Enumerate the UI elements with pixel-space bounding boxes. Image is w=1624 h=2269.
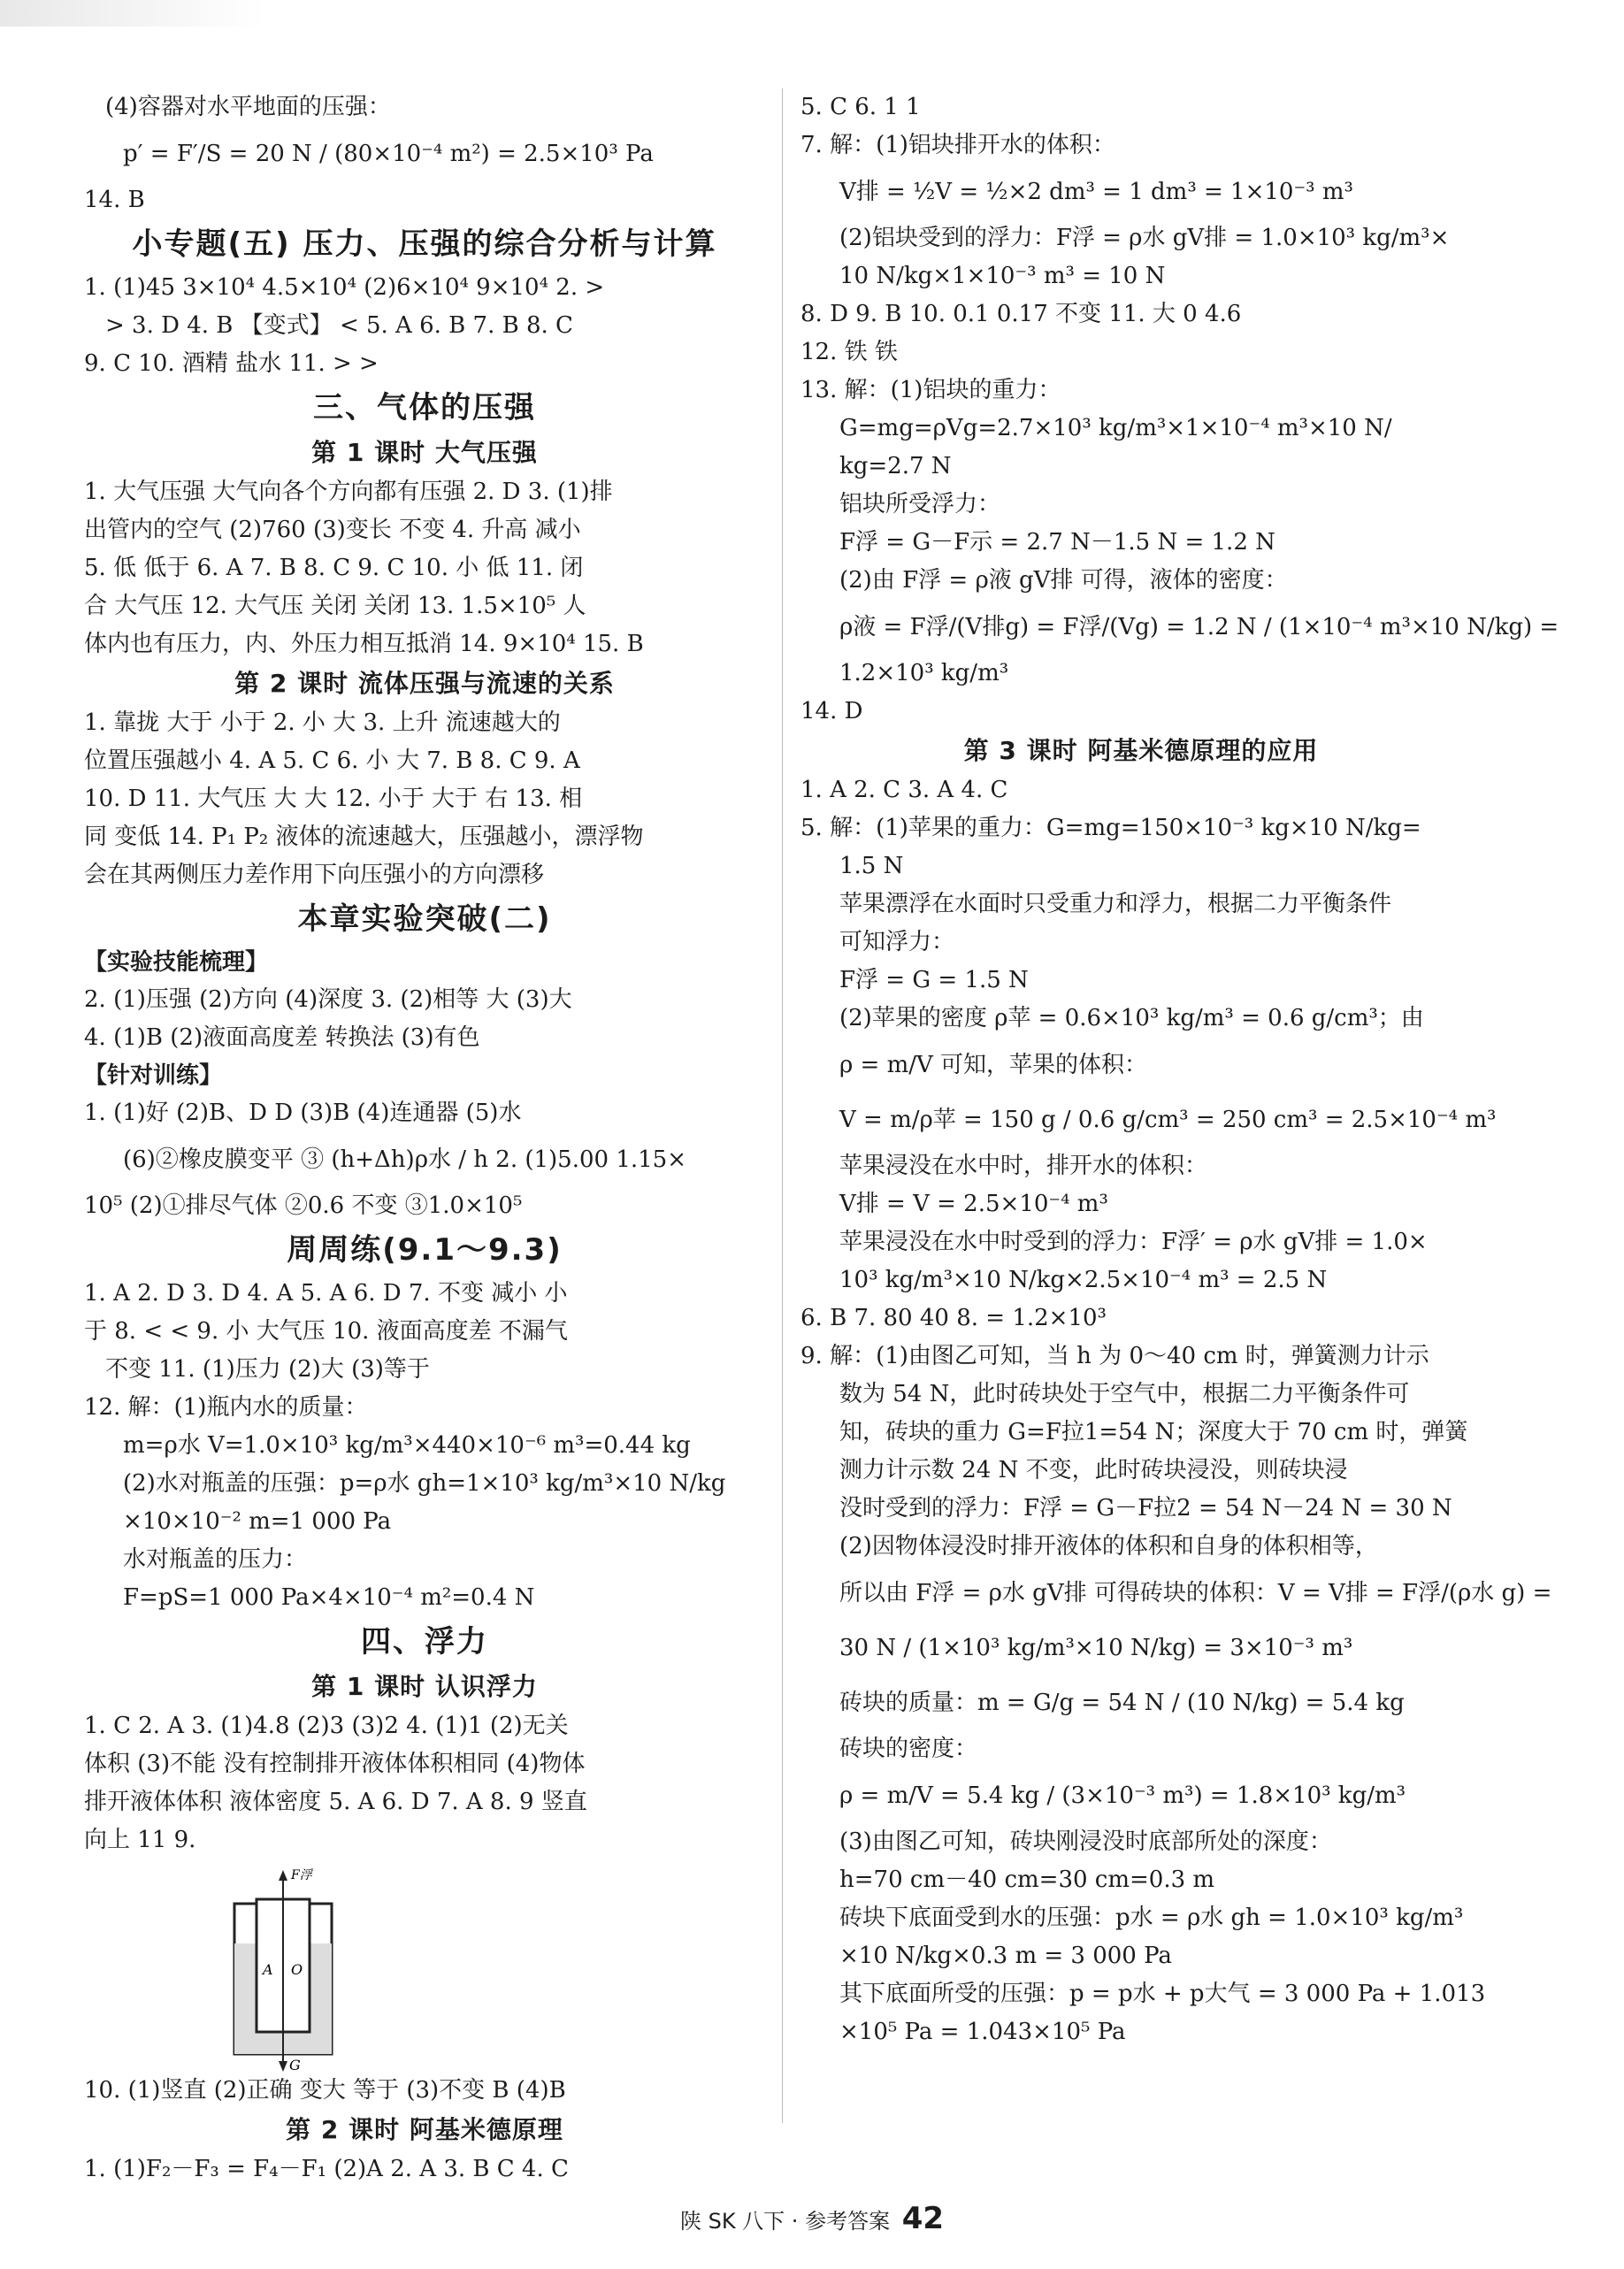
left-sub-39: 第 1 课时 认识浮力 (311, 1672, 538, 1701)
left-line-30: 于 8. < < 9. 小 大气压 10. 液面高度差 不漏气 (84, 1318, 568, 1345)
label-gravity: G (289, 2057, 301, 2072)
right-formula-2: V排 = ½V = ½×2 dm³ = 1 dm³ = 1×10⁻³ m³ (839, 179, 1353, 205)
right-line-5: 8. D 9. B 10. 0.1 0.17 不变 11. 大 0 4.6 (801, 301, 1242, 327)
right-line-20: 苹果漂浮在水面时只受重力和浮力，根据二力平衡条件 (839, 891, 1392, 917)
left-line-5: > 3. D 4. B 【变式】 < 5. A 6. B 7. B 8. C (105, 312, 573, 339)
right-line-9: kg=2.7 N (839, 453, 952, 479)
left-heading-20: 本章实验突破(二) (297, 901, 552, 937)
left-formula-26: (6)②橡皮膜变平 ③ (h+Δh)ρ水 / h 2. (1)5.00 1.15× (123, 1146, 687, 1173)
left-line-41: 体积 (3)不能 没有控制排开液体体积相同 (4)物体 (84, 1751, 586, 1777)
right-line-35: 没时受到的浮力：F浮 = G－F拉2 = 54 N－24 N = 30 N (839, 1495, 1452, 1522)
right-line-32: 数为 54 N，此时砖块处于空气中，根据二力平衡条件可 (839, 1381, 1410, 1407)
right-line-1: 7. 解：(1)铝块排开水的体积： (801, 132, 1115, 158)
left-heading-3: 小专题(五) 压力、压强的综合分析与计算 (132, 226, 717, 262)
left-line-45: 10. (1)竖直 (2)正确 变大 等于 (3)不变 B (4)B (84, 2077, 566, 2104)
left-line-42: 排开液体体积 液体密度 5. A 6. D 7. A 8. 9 竖直 (84, 1789, 587, 1815)
right-line-34: 测力计示数 24 N 不变，此时砖块浸没，则砖块浸 (839, 1457, 1348, 1483)
right-line-7: 13. 解：(1)铝块的重力： (801, 377, 1061, 403)
right-formula-25: V = m/ρ苹 = 150 g / 0.6 g/cm³ = 250 cm³ = 2.5×10⁻⁴ m³ (839, 1107, 1497, 1133)
left-sub-8: 第 1 课时 大气压强 (311, 438, 538, 467)
right-formula-38: 30 N / (1×10³ kg/m³×10 N/kg) = 3×10⁻³ m³ (839, 1635, 1353, 1661)
page-number: 42 (901, 2201, 945, 2236)
label-o: O (291, 1961, 303, 1978)
right-line-30: 6. B 7. 80 40 8. = 1.2×10³ (801, 1305, 1107, 1331)
left-heading-7: 三、气体的压强 (313, 390, 536, 425)
left-line-9: 1. 大气压强 大气向各个方向都有压强 2. D 3. (1)排 (84, 479, 613, 505)
right-line-44: 砖块下底面受到水的压强：p水 = ρ水 gh = 1.0×10³ kg/m³ (839, 1905, 1464, 1931)
right-line-36: (2)因物体浸没时排开液体的体积和自身的体积相等， (839, 1533, 1378, 1560)
right-line-29: 10³ kg/m³×10 N/kg×2.5×10⁻⁴ m³ = 2.5 N (839, 1267, 1328, 1293)
scan-edge (0, 0, 265, 27)
right-line-14: 1.2×10³ kg/m³ (839, 660, 1009, 686)
left-line-31: 不变 11. (1)压力 (2)大 (3)等于 (105, 1356, 430, 1383)
left-line-11: 5. 低 低于 6. A 7. B 8. C 9. C 10. 小 低 11. 闭 (84, 555, 584, 581)
page-footer (0, 2201, 1624, 2236)
left-line-23: 4. (1)B (2)液面高度差 转换法 (3)有色 (84, 1024, 480, 1051)
right-line-17: 1. A 2. C 3. A 4. C (801, 777, 1008, 803)
left-heading-38: 四、浮力 (361, 1624, 488, 1660)
right-line-33: 知，砖块的重力 G=F拉1=54 N；深度大于 70 cm 时，弹簧 (839, 1419, 1468, 1445)
left-line-36: 水对瓶盖的压力： (123, 1546, 308, 1573)
right-line-0: 5. C 6. 1 1 (801, 94, 921, 120)
cylinder-force-diagram (217, 1859, 358, 2072)
left-sub-14: 第 2 课时 流体压强与流速的关系 (234, 669, 615, 698)
left-formula-1: p′ = F′/S = 20 N / (80×10⁻⁴ m²) = 2.5×10³ Pa (123, 141, 654, 167)
right-line-3: (2)铝块受到的浮力：F浮 = ρ水 gV排 = 1.0×10³ kg/m³× (839, 225, 1450, 251)
left-heading-28: 周周练(9.1～9.3) (287, 1232, 563, 1268)
right-sub-16: 第 3 课时 阿基米德原理的应用 (963, 736, 1319, 765)
left-line-25: 1. (1)好 (2)B、D D (3)B (4)连通器 (5)水 (84, 1100, 522, 1126)
left-line-43: 向上 11 9. (84, 1827, 196, 1853)
left-line-16: 位置压强越小 4. A 5. C 6. 小 大 7. B 8. C 9. A (84, 747, 580, 774)
right-formula-41: ρ = m/V = 5.4 kg / (3×10⁻³ m³) = 1.8×10³ kg/m³ (839, 1782, 1406, 1809)
right-line-4: 10 N/kg×1×10⁻³ m³ = 10 N (839, 263, 1166, 289)
left-line-47: 1. (1)F₂－F₃ = F₄－F₁ (2)A 2. A 3. B C 4. C (84, 2156, 569, 2182)
left-line-22: 2. (1)压强 (2)方向 (4)深度 3. (2)相等 大 (3)大 (84, 986, 572, 1013)
left-column (84, 88, 765, 2189)
right-line-31: 9. 解：(1)由图乙可知，当 h 为 0～40 cm 时，弹簧测力计示 (801, 1343, 1429, 1369)
right-line-47: ×10⁵ Pa = 1.043×10⁵ Pa (839, 2019, 1126, 2045)
right-line-28: 苹果浸没在水中时受到的浮力：F浮′ = ρ水 gV排 = 1.0× (839, 1229, 1428, 1255)
right-formula-13: ρ液 = F浮/(V排g) = F浮/(Vg) = 1.2 N / (1×10⁻⁴ m³×10 N/kg) = (839, 614, 1559, 640)
buoyancy-diagram (84, 1859, 765, 2072)
right-line-10: 铝块所受浮力： (839, 491, 1001, 517)
right-line-15: 14. D (801, 698, 863, 724)
left-line-10: 出管内的空气 (2)760 (3)变长 不变 4. 升高 减小 (84, 517, 581, 543)
left-line-35: ×10×10⁻² m=1 000 Pa (123, 1508, 392, 1535)
left-line-34: (2)水对瓶盖的压强：p=ρ水 gh=1×10³ kg/m³×10 N/kg (123, 1470, 726, 1497)
right-column (801, 88, 1559, 2051)
column-divider (782, 88, 783, 2123)
right-line-40: 砖块的密度： (839, 1736, 978, 1762)
left-line-12: 合 大气压 12. 大气压 关闭 关闭 13. 1.5×10⁵ 人 (84, 593, 586, 619)
arrow-down-icon (279, 2061, 287, 2072)
right-line-27: V排 = V = 2.5×10⁻⁴ m³ (839, 1191, 1108, 1217)
left-line-13: 体内也有压力，内、外压力相互抵消 14. 9×10⁴ 15. B (84, 631, 644, 657)
left-line-37: F=pS=1 000 Pa×4×10⁻⁴ m²=0.4 N (123, 1584, 535, 1611)
right-line-6: 12. 铁 铁 (801, 339, 898, 365)
right-line-18: 5. 解：(1)苹果的重力：G=mg=150×10⁻³ kg×10 N/kg= (801, 815, 1421, 841)
right-line-11: F浮 = G－F示 = 2.7 N－1.5 N = 1.2 N (839, 529, 1275, 556)
left-sub-46: 第 2 课时 阿基米德原理 (286, 2115, 563, 2144)
right-line-22: F浮 = G = 1.5 N (839, 967, 1029, 993)
left-line-2: 14. B (84, 187, 145, 213)
left-line-33: m=ρ水 V=1.0×10³ kg/m³×440×10⁻⁶ m³=0.44 kg (123, 1432, 691, 1459)
left-line-17: 10. D 11. 大气压 大 大 12. 小于 大于 右 13. 相 (84, 786, 583, 812)
label-buoyancy: F浮 (291, 1868, 312, 1882)
arrow-up-icon (279, 1870, 287, 1881)
label-a: A (263, 1961, 273, 1978)
footer-label: 陕 SK 八下 · 参考答案 (679, 2209, 891, 2234)
right-line-19: 1.5 N (839, 853, 904, 879)
left-line-32: 12. 解：(1)瓶内水的质量： (84, 1394, 368, 1421)
left-line-4: 1. (1)45 3×10⁴ 4.5×10⁴ (2)6×10⁴ 9×10⁴ 2. > (84, 274, 605, 301)
left-tag-21: 【实验技能梳理】 (84, 949, 269, 976)
right-line-23: (2)苹果的密度 ρ苹 = 0.6×10³ kg/m³ = 0.6 g/cm³；由 (839, 1005, 1424, 1031)
right-line-12: (2)由 F浮 = ρ液 gV排 可得，液体的密度： (839, 567, 1288, 594)
right-line-43: h=70 cm－40 cm=30 cm=0.3 m (839, 1867, 1215, 1893)
right-formula-39: 砖块的质量：m = G/g = 54 N / (10 N/kg) = 5.4 kg (839, 1690, 1405, 1716)
right-line-8: G=mg=ρVg=2.7×10³ kg/m³×1×10⁻⁴ m³×10 N/ (839, 415, 1392, 441)
left-line-19: 会在其两侧压力差作用下向压强小的方向漂移 (84, 862, 545, 888)
right-formula-24: ρ = m/V 可知，苹果的体积： (839, 1052, 1148, 1078)
right-line-45: ×10 N/kg×0.3 m = 3 000 Pa (839, 1943, 1172, 1969)
left-line-18: 同 变低 14. P₁ P₂ 液体的流速越大，压强越小，漂浮物 (84, 824, 644, 850)
right-line-26: 苹果浸没在水中时，排开水的体积： (839, 1153, 1208, 1179)
right-line-42: (3)由图乙可知，砖块刚浸没时底部所处的深度： (839, 1828, 1332, 1855)
right-line-46: 其下底面所受的压强：p = p水 + p大气 = 3 000 Pa + 1.013 (839, 1981, 1486, 2007)
left-line-40: 1. C 2. A 3. (1)4.8 (2)3 (3)2 4. (1)1 (2)无关 (84, 1713, 569, 1739)
left-line-0: (4)容器对水平地面的压强： (105, 94, 391, 120)
left-line-29: 1. A 2. D 3. D 4. A 5. A 6. D 7. 不变 减小 小 (84, 1280, 568, 1307)
left-line-15: 1. 靠拢 大于 小于 2. 小 大 3. 上升 流速越大的 (84, 709, 561, 736)
left-tag-24: 【针对训练】 (84, 1062, 223, 1089)
left-line-27: 10⁵ (2)①排尽气体 ②0.6 不变 ③1.0×10⁵ (84, 1192, 523, 1219)
right-formula-37: 所以由 F浮 = ρ水 gV排 可得砖块的体积：V = V排 = F浮/(ρ水 g) = (839, 1580, 1552, 1606)
left-line-6: 9. C 10. 酒精 盐水 11. > > (84, 350, 379, 377)
right-line-21: 可知浮力： (839, 929, 955, 955)
